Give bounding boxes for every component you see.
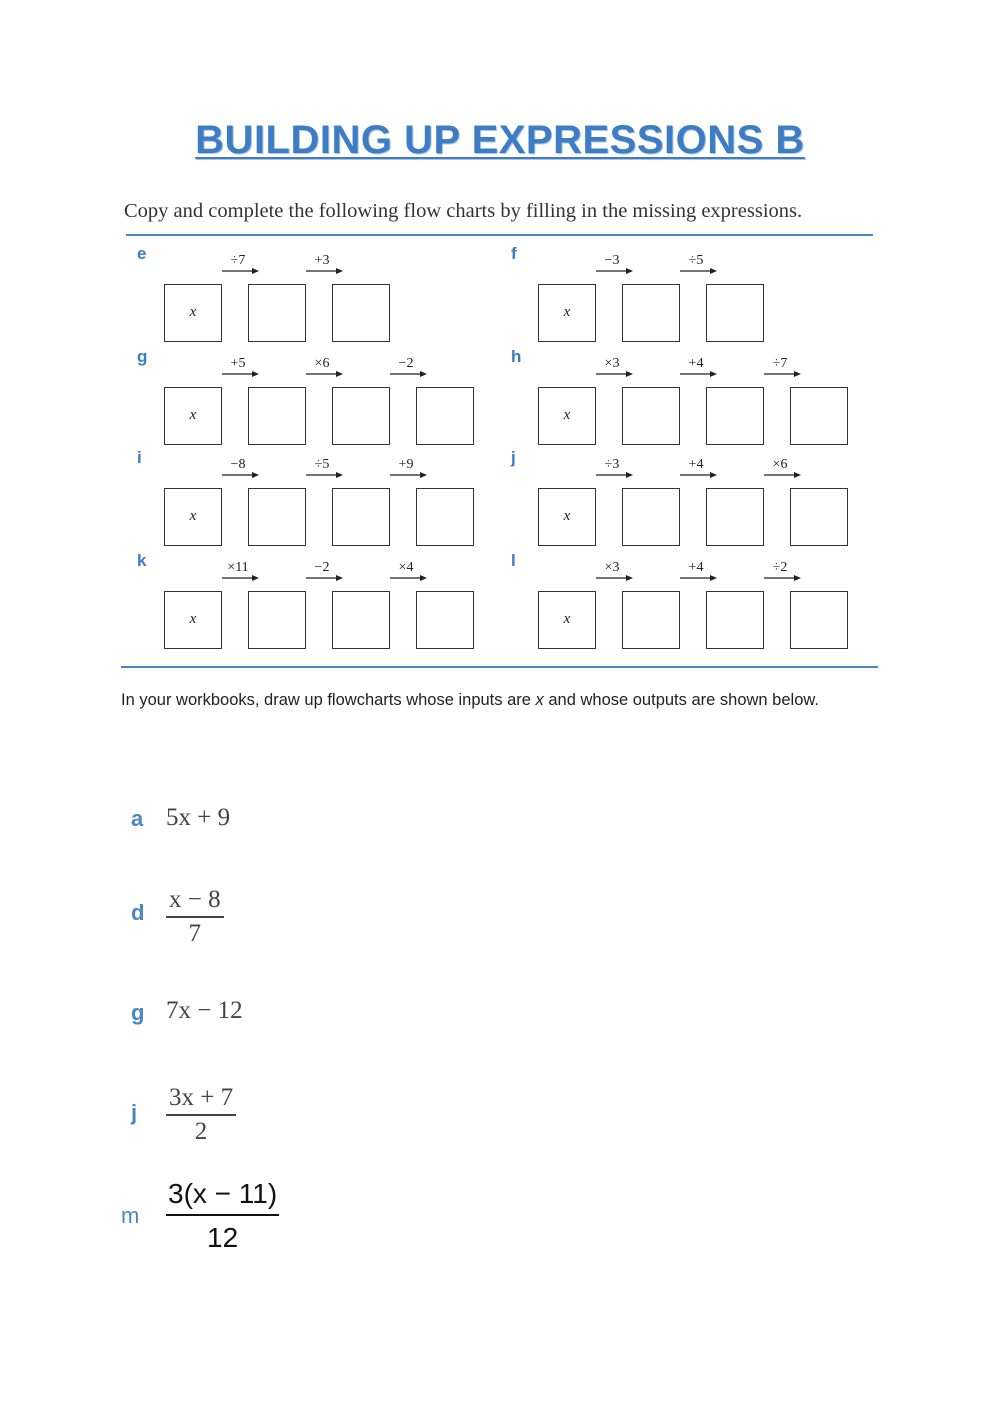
input-variable: x xyxy=(563,407,571,423)
exercise-g-label: g xyxy=(131,1000,145,1025)
operation-label: ÷5 xyxy=(314,457,330,472)
answer-box[interactable] xyxy=(332,488,390,546)
input-box xyxy=(164,488,222,546)
exercise-d-fraction xyxy=(166,886,224,948)
flowchart-label: l xyxy=(511,551,516,570)
exercise-m-denominator: 12 xyxy=(207,1221,239,1253)
operation-label: ×3 xyxy=(604,356,620,371)
arrow-right-icon xyxy=(680,267,718,275)
answer-box[interactable] xyxy=(332,387,390,445)
operation-label: −2 xyxy=(398,356,414,371)
answer-box[interactable] xyxy=(248,488,306,546)
answer-box[interactable] xyxy=(248,284,306,342)
flowchart-label: k xyxy=(137,551,147,570)
flowchart-label: j xyxy=(511,448,516,467)
arrow-right-icon xyxy=(222,574,260,582)
flowchart-label: f xyxy=(511,244,517,263)
answer-box[interactable] xyxy=(622,488,680,546)
operation-label: ÷3 xyxy=(604,457,620,472)
exercise-j-denominator: 2 xyxy=(194,1117,208,1145)
arrow-right-icon xyxy=(596,267,634,275)
operation-label: −8 xyxy=(230,457,246,472)
flowchart-instruction-paragraph xyxy=(121,687,881,713)
answer-box[interactable] xyxy=(622,387,680,445)
exercise-a-expression: 5x + 9 xyxy=(166,804,231,831)
answer-box[interactable] xyxy=(622,591,680,649)
answer-box[interactable] xyxy=(416,488,474,546)
divider-top xyxy=(126,234,873,236)
page-title: BUILDING UP EXPRESSIONS B xyxy=(195,118,805,162)
fraction-bar xyxy=(166,1214,279,1216)
exercise-m-label: m xyxy=(121,1203,140,1228)
arrow-right-icon xyxy=(222,370,260,378)
input-box xyxy=(538,387,596,445)
input-box xyxy=(164,591,222,649)
arrow-right-icon xyxy=(222,267,260,275)
input-box xyxy=(164,387,222,445)
arrow-right-icon xyxy=(390,370,428,378)
operation-label: ÷2 xyxy=(772,560,788,575)
input-variable: x xyxy=(189,407,197,423)
paragraph-part-1: In your workbooks, draw up flowcharts whose inputs are xyxy=(121,691,536,709)
operation-label: ÷7 xyxy=(230,253,246,268)
fraction-bar xyxy=(166,1114,236,1116)
arrow-right-icon xyxy=(764,471,802,479)
arrow-right-icon xyxy=(306,370,344,378)
divider-bottom xyxy=(121,666,878,668)
operation-label: ×4 xyxy=(398,560,414,575)
operation-label: +4 xyxy=(688,560,704,575)
operation-label: ×6 xyxy=(772,457,788,472)
input-box xyxy=(538,284,596,342)
operation-label: −2 xyxy=(314,560,330,575)
exercise-d-denominator: 7 xyxy=(188,919,202,947)
input-box xyxy=(164,284,222,342)
instruction-text: Copy and complete the following flow charts by filling in the missing expressions. xyxy=(124,200,803,222)
input-variable: x xyxy=(189,611,197,627)
input-box xyxy=(538,488,596,546)
operation-label: +4 xyxy=(688,457,704,472)
input-variable: x xyxy=(563,611,571,627)
input-variable: x xyxy=(189,508,197,524)
answer-box[interactable] xyxy=(790,387,848,445)
exercise-g-expression: 7x − 12 xyxy=(166,997,243,1024)
answer-box[interactable] xyxy=(622,284,680,342)
input-variable: x xyxy=(563,304,571,320)
answer-box[interactable] xyxy=(332,591,390,649)
operation-label: +4 xyxy=(688,356,704,371)
arrow-right-icon xyxy=(764,574,802,582)
exercise-j-fraction xyxy=(166,1084,236,1146)
answer-box[interactable] xyxy=(248,387,306,445)
operation-label: ÷7 xyxy=(772,356,788,371)
flowchart-label: i xyxy=(137,448,142,467)
exercise-d-numerator: x − 8 xyxy=(169,886,221,913)
operation-label: ÷5 xyxy=(688,253,704,268)
operation-label: ×3 xyxy=(604,560,620,575)
arrow-right-icon xyxy=(596,471,634,479)
arrow-right-icon xyxy=(596,574,634,582)
paragraph-part-2: and whose outputs are shown below. xyxy=(543,691,819,709)
input-variable: x xyxy=(189,304,197,320)
answer-box[interactable] xyxy=(706,591,764,649)
arrow-right-icon xyxy=(390,471,428,479)
answer-box[interactable] xyxy=(790,591,848,649)
arrow-right-icon xyxy=(306,574,344,582)
input-variable: x xyxy=(563,508,571,524)
exercise-m-fraction xyxy=(166,1178,279,1254)
exercise-j-numerator: 3x + 7 xyxy=(169,1084,234,1111)
arrow-right-icon xyxy=(222,471,260,479)
flowchart-label: g xyxy=(137,347,148,366)
exercise-d-label: d xyxy=(131,900,145,925)
arrow-right-icon xyxy=(680,471,718,479)
operation-label: +9 xyxy=(398,457,414,472)
answer-box[interactable] xyxy=(416,387,474,445)
operation-label: ×6 xyxy=(314,356,330,371)
arrow-right-icon xyxy=(306,267,344,275)
answer-box[interactable] xyxy=(706,387,764,445)
input-box xyxy=(538,591,596,649)
answer-box[interactable] xyxy=(706,488,764,546)
arrow-right-icon xyxy=(596,370,634,378)
answer-box[interactable] xyxy=(706,284,764,342)
answer-box[interactable] xyxy=(416,591,474,649)
flowchart-label: e xyxy=(137,244,147,263)
exercise-a-label: a xyxy=(131,806,144,831)
exercise-j-label: j xyxy=(131,1100,138,1125)
answer-box[interactable] xyxy=(248,591,306,649)
operation-label: +3 xyxy=(314,253,330,268)
fraction-bar xyxy=(166,916,224,918)
paragraph-variable: x xyxy=(535,691,544,709)
answer-box[interactable] xyxy=(790,488,848,546)
arrow-right-icon xyxy=(764,370,802,378)
arrow-right-icon xyxy=(390,574,428,582)
flowchart-label: h xyxy=(511,347,522,366)
operation-label: +5 xyxy=(230,356,246,371)
operation-label: −3 xyxy=(604,253,620,268)
operation-label: ×11 xyxy=(227,560,249,575)
arrow-right-icon xyxy=(680,370,718,378)
exercise-m-numerator: 3(x − 11) xyxy=(168,1178,278,1209)
answer-box[interactable] xyxy=(332,284,390,342)
arrow-right-icon xyxy=(306,471,344,479)
arrow-right-icon xyxy=(680,574,718,582)
